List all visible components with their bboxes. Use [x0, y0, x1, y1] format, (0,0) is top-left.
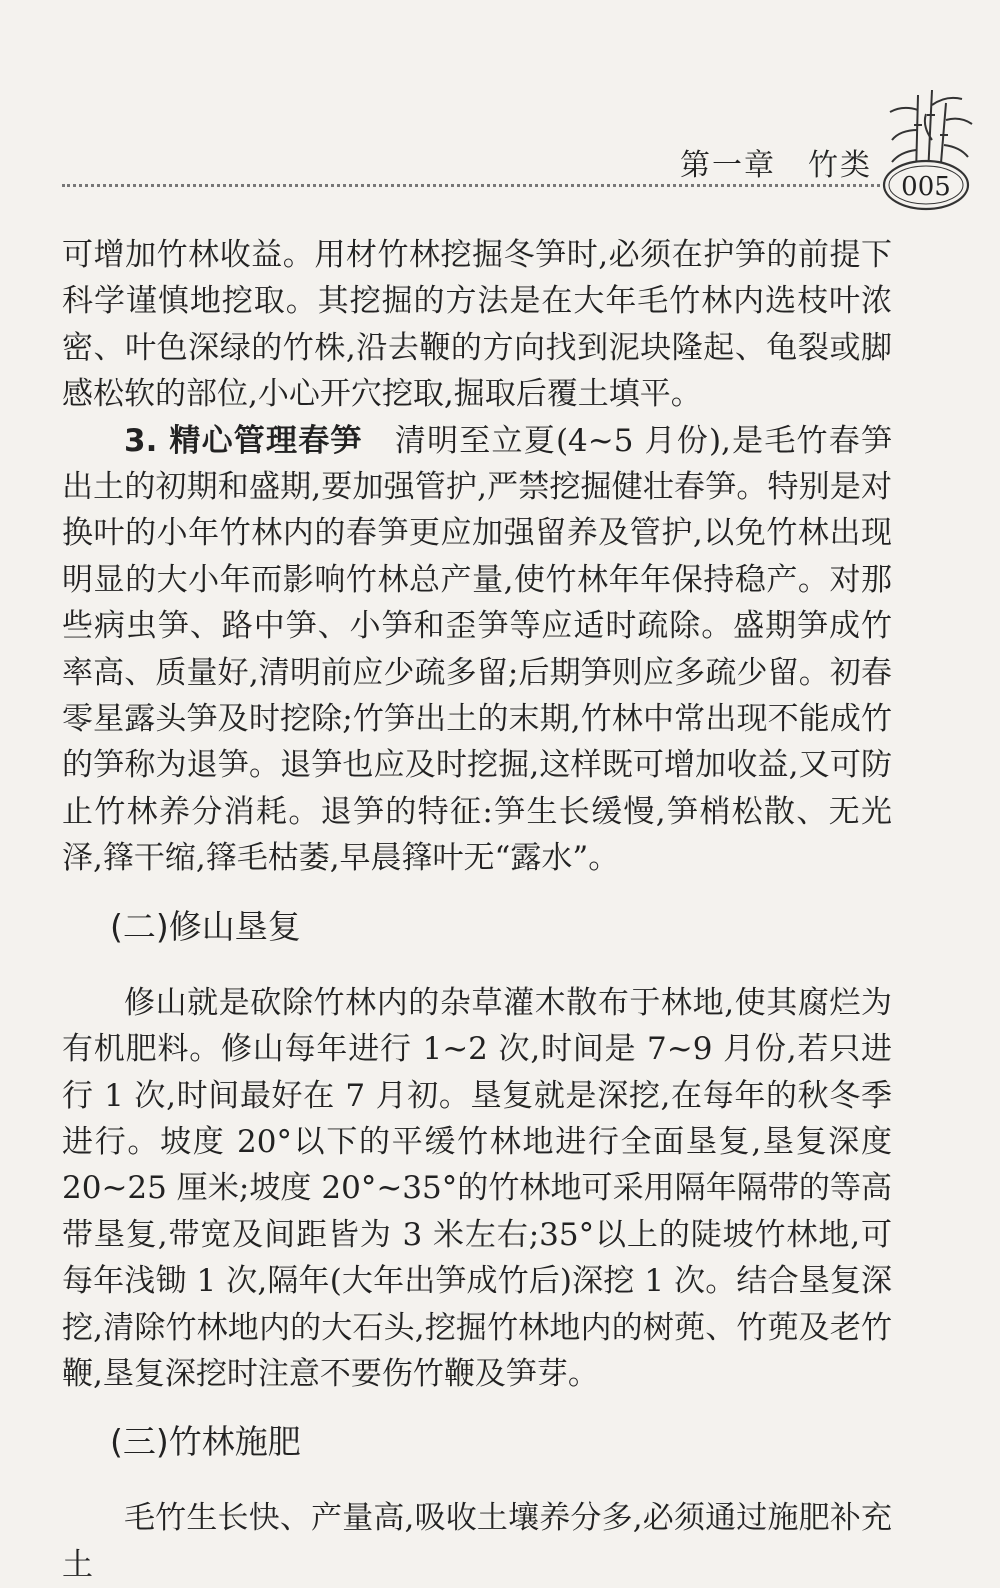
chapter-title: 第一章 竹类 — [680, 148, 872, 183]
section-title-3: (三)竹林施肥 — [110, 1422, 301, 1462]
paragraph-1: 可增加竹林收益。用材竹林挖掘冬笋时,必须在护笋的前提下科学谨慎地挖取。其挖掘的方法是在大年毛竹林内选枝叶浓密、叶色深绿的竹株,沿去鞭的方向找到泥块隆起、龟裂或脚感松软的部位,小心开穴挖取,掘取后覆土填平。 — [62, 237, 892, 413]
page-content — [62, 232, 892, 1588]
header-dotted-rule — [62, 184, 892, 187]
paragraph-4: 毛竹生长快、产量高,吸收土壤养分多,必须通过施肥补充土 — [62, 1500, 892, 1583]
paragraph-2 — [62, 418, 892, 882]
bamboo-page-badge — [878, 85, 978, 225]
page-header — [0, 0, 1000, 225]
section-title-2: (二)修山垦复 — [110, 906, 301, 946]
subsection-lead: 3. 精心管理春笋 — [124, 422, 363, 459]
page-number: 005 — [901, 172, 951, 202]
paragraph-3: 修山就是砍除竹林内的杂草灌木散布于林地,使其腐烂为有机肥料。修山每年进行 1~2 次,时间是 7~9 月份,若只进行 1 次,时间最好在 7 月初。垦复就是深挖,在每年的秋冬季进行。坡度 20°以下的平缓竹林地进行全面垦复,垦复深度 20~25 厘米;坡度 20°~35°的竹林地可采用隔年隔带的等高带垦复,带宽及间距皆为 3 米左右;35°以上的陡坡竹林地,可每年浅锄 1 次,隔年(大年出笋成竹后)深挖 1 次。结合垦复深挖,清除竹林地内的大石头,挖掘竹林地内的树蔸、竹蔸及老竹鞭,垦复深挖时注意不要伤竹鞭及笋芽。 — [62, 984, 892, 1392]
paragraph-2-text: 清明至立夏(4~5 月份),是毛竹春笋出土的初期和盛期,要加强管护,严禁挖掘健壮春笋。特别是对换叶的小年竹林内的春笋更应加强留养及管护,以免竹林出现明显的大小年而影响竹林总产量,使竹林年年保持稳产。对那些病虫笋、路中笋、小笋和歪笋等应适时疏除。盛期笋成竹率高、质量好,清明前应少疏多留;后期笋则应多疏少留。初春零星露头笋及时挖除;竹笋出土的末期,竹林中常出现不能成竹的笋称为退笋。退笋也应及时挖掘,这样既可增加收益,又可防止竹林养分消耗。退笋的特征:笋生长缓慢,笋梢松散、无光泽,箨干缩,箨毛枯萎,早晨箨叶无“露水”。 — [62, 422, 892, 877]
